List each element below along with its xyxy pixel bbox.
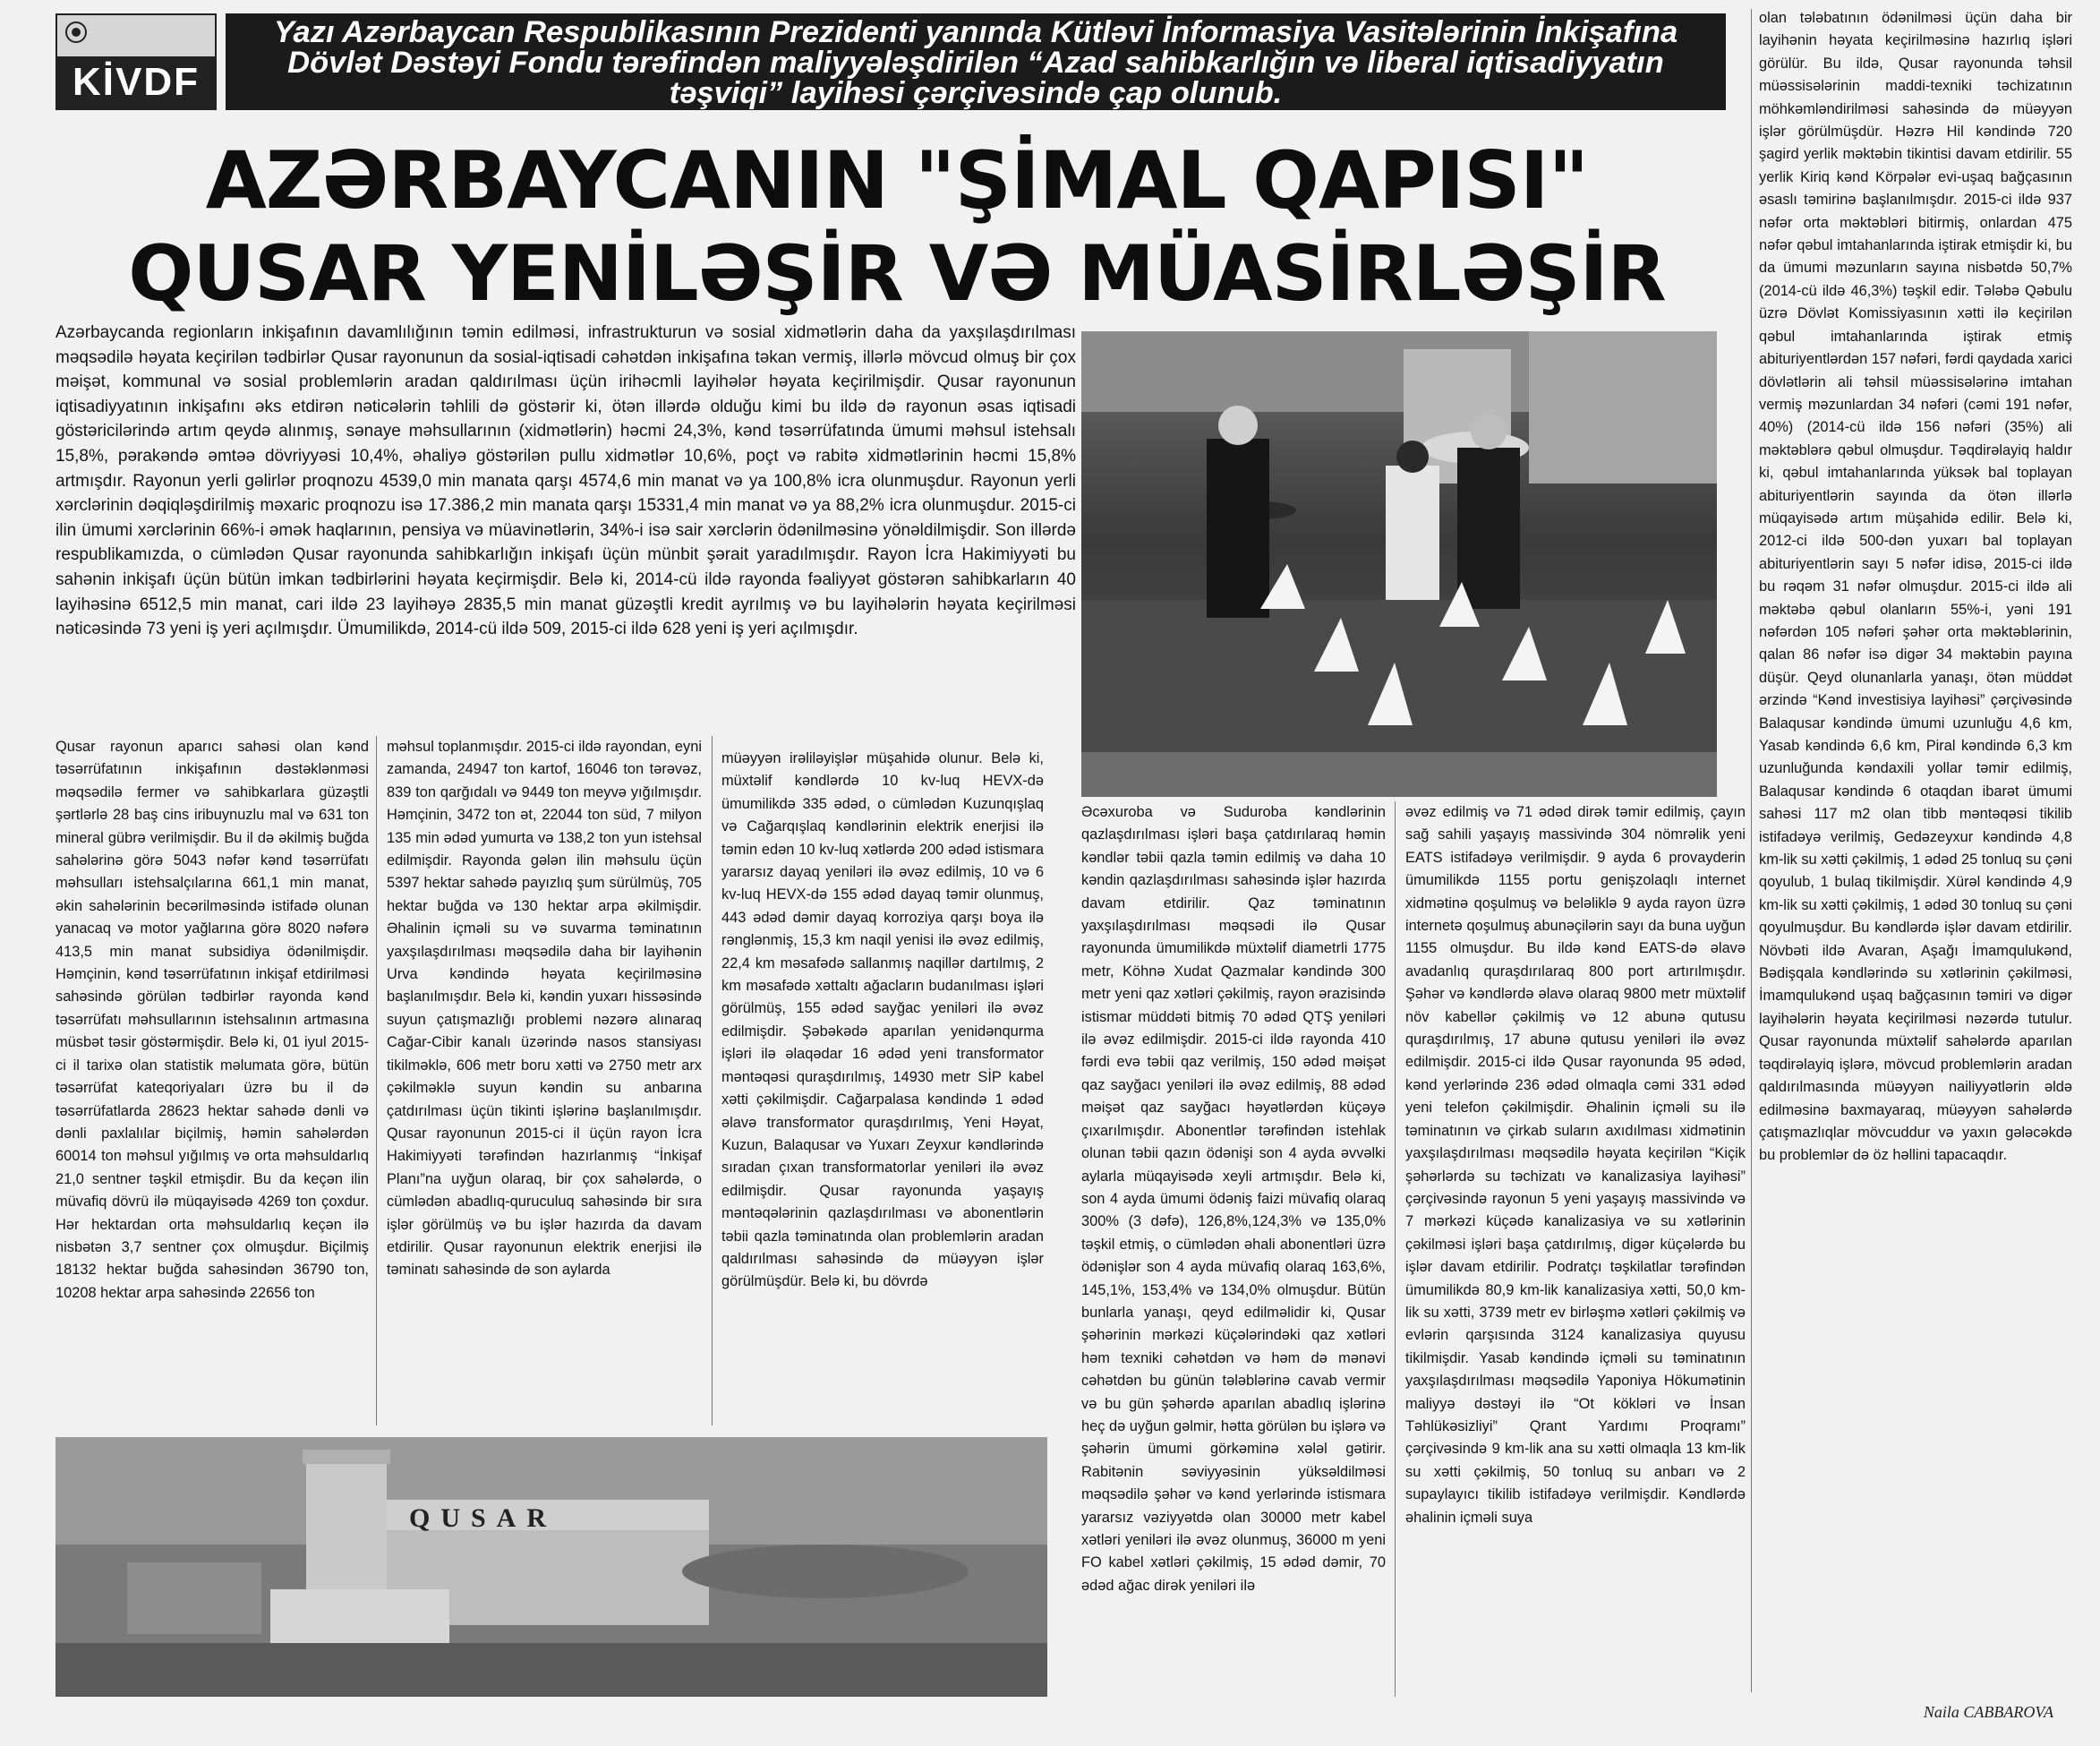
column-1: Qusar rayonun aparıcı sahəsi olan kənd təsərrüfatının inkişafının dəstəklənməsi məqsədilə fermer və sahibkarlara güzəştli şərtlərlə 28 baş cins iribuynuzlu mal və 631 ton mineral gübrə verilmişdir. Bu il də əkilmiş buğda sahələrinə görə 5043 nəfər kənd təsərrüfatı məhsulları istehsalçılarına 661,1 min manat, əkin sahələrinin becərilməsində istifadə olunan yanacaq və motor yağlarına görə 8020 nəfərə 413,5 min manat subsidiya ödənilmişdir. Həmçinin, kənd təsərrüfatının inkişaf etdirilməsi sahəsində görülən tədbirlər rayonda kənd təsərrüfatı məhsullarının istehsalının artmasına müsbət təsir göstərmişdir. Belə ki, 01 iyul 2015-ci il tarixə olan statistik məlumata görə, bütün təsərrüfat kateqoriyaları üzrə bu il də təsərrüfatlarda 28623 hektar sahədə dənli və dənli paxlalılar biçilmiş, həmin sahələrdən 60014 ton məhsul yığılmış və orta məhsuldarlıq 21,0 sentner təşkil etmişdir. Bu da keçən ilin müvafiq dövrü ilə müqayisədə 4269 ton çoxdur. Hər hektardan orta məhsuldarlıq keçən ilə nisbətən 3,7 sentner çox olmuşdur. Biçilmiş 18132 hektar buğda sahəsindən 36790 ton, 10208 hektar arpa sahəsində 22656 ton (55, 739, 369, 1301)
funding-banner: Yazı Azərbaycan Respublikasının Prezidenti yanında Kütləvi İnformasiya Vasitələrinin İnkişafına Dövlət Dəstəyi Fondu tərəfindən maliyyələşdirilən “Azad sahibkarlığın və liberal iqtisadiyyatın təşviqi” layihəsi çərçivəsində çap olunub. (226, 13, 1726, 110)
column-divider (376, 736, 377, 1425)
restaurant-photo (1081, 331, 1717, 797)
qusar-sign-photo (55, 1437, 1047, 1697)
column-5: əvəz edilmiş və 71 ədəd dirək təmir edilmiş, çayın sağ sahili yaşayış massivində 304 nömrəlik yeni EATS istifadəyə verilmişdir. 9 ayda 6 provayderin ümumilikdə 1155 portu genişzolaqlı internet xidmətinə qoşulmuş və beləliklə 9 ayda rayon üzrə internetə qoşulmuş abunəçilərin sayı da buna uyğun 1155 olmuşdur. Bu ildə kənd EATS-də əlavə avadanlıq quraşdırılaraq 800 port artırılmışdır. Şəhər və kəndlərdə əlavə olaraq 9800 metr müxtəlif növ kabellər çəkilmiş və 12 abunə qutusu quraşdırılmış, 17 abunə qutusu yeniləri ilə əvəz edilmişdir. 2015-ci ildə Qusar rayonunda 95 ədəd, kənd yerlərində 236 ədəd olmaqla cəmi 331 ədəd yeni telefon çəkilmişdir. Əhalinin içməli su ilə təminatının və çirkab suların axıdılması xidmətinin yaxşılaşdırılması məqsədilə həyata keçirilən “Kiçik şəhərlərdə su təchizatı və kanalizasiya layihəsi” çərçivəsində rayonun 5 yeni yaşayış massivində və 7 mərkəzi küçədə kanalizasiya və su xətlərinin çəkilməsi işləri başa çatdırılmış, digər küçələrdə bu işlər davam etdirilir. Podratçı təşkilatlar tərəfindən ümumilikdə 80,9 km-lik kanalizasiya xətti, 50,0 km-lik su xətti, 3739 metr ev birləşmə xətləri çəkilmiş və evlərin qarşısında 3124 kanalizasiya quyusu tikilmişdir. Yasab kəndində içməli su təminatının yaxşılaşdırılması məqsədilə Yaponiya Hökumətinin maliyyə dəstəyi ilə “Ot kökləri və İnsan Təhlükəsizliyi” Qrant Yardımı Proqramı” çərçivəsində 9 km-lik ana su xətti olmaqla 13 km-lik su xətti çəkilmiş, 50 tonluq su anbarı və 2 supaylayıcı tikilib istifadəyə verilmişdir. Kəndlərdə əhalinin içməli suya (1405, 804, 1746, 1526)
headline-line-2: QUSAR YENİLƏŞİR VƏ MÜASİRLƏŞİR (128, 229, 1666, 319)
kivdf-logo (55, 13, 217, 110)
emblem-icon (64, 21, 88, 44)
column-4: Əcəxuroba və Suduroba kəndlərinin qazlaşdırılması işləri başa çatdırılaraq həmin kəndlər təbii qazla təmin edilmiş və daha 10 kəndin qazlaşdırılması sahəsində işlər hazırda davam etdirilir. Qaz təminatının yaxşılaşdırılması məqsədi ilə Qusar rayonunda ümumilikdə müxtəlif diametrli 1775 metr, Köhnə Xudat Qazmalar kəndində 300 metr yeni qaz xətləri çəkilmiş, rayon ərazisində istismar müddəti bitmiş 70 ədəd QTŞ yeniləri ilə əvəz edilmişdir. 2015-ci ildə rayonda 410 fərdi evə təbii qaz verilmiş, 150 ədəd məişət qaz sayğacı yeniləri ilə əvəz edilmiş, 88 ədəd məişət qaz sayğacı həyətlərdən küçəyə çıxarılmışdır. Abonentlər tərəfindən istehlak olunan təbii qazın ödənişi son 4 ayda əvvəlki aylarla müqayisədə xeyli artmışdır. Belə ki, son 4 ayda ümumi ödəniş faizi müvafiq olaraq 300% (3 dəfə), 126,8%,124,3% və 135,0% təşkil etmiş, o cümlədən əhali abonentləri üzrə ödənişlər son 4 ayda müvafiq olaraq 163,6%, 145,1%, 153,4% və 134,0% olmuşdur. Bütün bunlarla yanaşı, qeyd edilməlidir ki, Qusar şəhərinin mərkəzi küçələrindəki qaz xətləri həm texniki cəhətdən və həm də mənəvi cəhətdən bu günün tələblərinə cavab vermir və bu gün şəhərdə aparılan abadlıq işlərinə heç də uyğun gəlmir, hətta görülən bu işlərə və şəhərin ümumi görkəminə xələl gətirir. Rabitənin səviyyəsinin yüksəldilməsi məqsədilə şəhər və kənd yerlərində istismara yararsız vəziyyətdə olan 30000 metr kabel xətləri yeniləri ilə əvəz olunmuş, 36000 m yeni FO kabel xətləri çəkilmiş, 15 ədəd dəmir, 70 ədəd ağac dirək yeniləri ilə (1081, 804, 1386, 1594)
column-divider (1395, 801, 1396, 1697)
column-divider (712, 736, 713, 1425)
column-6: olan tələbatının ödənilməsi üçün daha bir layihənin həyata keçirilməsinə hazırlıq işləri görülür. Bu ildə, Qusar rayonunda təhsil müəssisələrinin maddi-texniki təchizatının möhkəmləndirilməsi sahəsində də müəyyən işlər görülmüşdür. Həzrə Hil kəndində 720 şagird yerlik məktəbin tikintisi davam etdirilir. 55 yerlik Kiriq kənd Körpələr evi-uşaq bağçasının əsaslı təmirinə başlanılmışdır. 2015-ci ildə 937 nəfər orta məktəbləri bitirmiş, onlardan 475 nəfər qəbul imtahanlarında iştirak etmişdir ki, bu da ümumi məzunların sayına nisbətdə 50,7% (2014-cü ildə 46,3%) təşkil edir. Tələbə Qəbulu üzrə Dövlət Komissiyasının xətti ilə keçirilən qəbul imtahanlarında iştirak etmiş abituriyentlərdən 157 nəfəri, fərdi qaydada xarici dövlətlərin ali təhsil müəssisələrinə imtahan vermiş məzunlardan 34 nəfəri (cəmi 191 nəfər, 40%) (2014-cü ildə 156 nəfəri (35%) ali məktəblərə qəbul olmuşdur. Təqdirəlayiq haldır ki, qəbul imtahanlarında yüksək bal toplayan abituriyentlərin sayında da ötən illərlə müqayisədə artım müşahidə edilir. Belə ki, 2012-ci ildə 500-dən yuxarı bal toplayan abituriyentlərin sayı 5 nəfər idisə, 2015-ci ildə bu rəqəm 31 nəfər olmuşdur. 2015-ci ildə ali məktəbə qəbul olanların 55%-i, yəni 191 nəfərdən 105 nəfəri şəhər orta məktəblərinin, qalan 86 nəfər isə digər 34 məktəbin payına düşür. Qeyd olunanlarla yanaşı, ötən müddət ərzində “Kənd investisiya layihəsi” çərçivəsində Balaqusar kəndində ümumi uzunluğu 4,6 km, Yasab kəndində 6,6 km, Piral kəndində 6,3 km uzunluğunda kəndaxili yollar təmir edilmiş, Balaqusar kəndində 6 otaqdan ibarət ümumi sahəsi 117 m2 olan tibb məntəqəsi tikilib istifadəyə verilmiş, Gedəzeyxur kəndində 4,8 km-lik su xətti çəkilmiş, 1 ədəd 25 tonluq su çəni qoyulub, 1 bulaq tikilmişdir. Xürəl kəndində 4,9 km-lik su xətti çəkilmiş, 1 ədəd 30 tonluq su çəni qoyulmuşdur. Bu kəndlərdə işlər davam etdirilir. Növbəti ildə Avaran, Aşağı İmamqulukənd, Bədişqala kəndlərində su xətlərinin çəkilməsi, İmamqulukənd uşaq bağçasının təmiri və digər layihələrin həyata keçirilməsi nəzərdə tutulur. Qusar rayonunda müxtəlif sahələrdə aparılan təqdirəlayiq işlərə, mövcud problemlərin aradan qaldırılmasında müəyyən nailiyyətlərin əldə edilməsinə baxmayaraq, müəyyən sahələrdə çatışmazlıqlar mövcuddur və yaxın gələcəkdə bu problemlər də öz həllini tapacaqdır. (1759, 10, 2072, 1164)
column-divider (1751, 9, 1752, 1692)
sign-text: QUSAR (409, 1503, 558, 1533)
intro-paragraph: Azərbaycanda regionların inkişafının davamlılığının təmin edilməsi, infrastrukturun və sosial xidmətlərin daha da yaxşılaşdırılması məqsədilə həyata keçirilən tədbirlər Qusar rayonunun da sosial-iqtisadi cəhətdən inkişafına təkan vermiş, illərlə mövcud olmuş bir çox məişət, kommunal və sosial problemlərin aradan qaldırılması üçün irihəcmli layihələr həyata keçirilmişdir. Qusar rayonunun iqtisadiyyatının inkişafını əks etdirən nəticələrin təhlili də göstərir ki, ötən illərdə olduğu kimi bu ildə də rayonun əsas iqtisadi göstəricilərində artım qeydə alınmış, sənaye məhsullarının (xidmətlərin) həcmi 24,3%, kənd təsərrüfatında ümumi məhsul istehsalı 15,8%, pərakəndə əmtəə dövriyyəsi 10,4%, əhaliyə göstərilən pullu xidmətlər 10,6%, poçt və rabitə xidmətlərinin həcmi 15,8% artmışdır. Rayonun yerli gəlirlər proqnozu 4539,0 min manata qarşı 4574,6 min manat və ya 100,8% icra olunmuşdur. Rayonun yerli xərclərinin dəqiqləşdirilmiş məxaric proqnozu isə 17.386,2 min manata qarşı 15331,4 min manat və ya 88,2% icra olunmuşdur. 2015-ci ilin ümumi xərclərinin 66%-i əmək haqlarının, pensiya və müavinətlərin, 34%-i isə sair xərclərin ödənilməsinə yönəldilmişdir. Son illərdə respublikamızda, o cümlədən Qusar rayonunda sahibkarlığın inkişafı üçün münbit şərait yaradılmışdır. Rayon İcra Hakimiyyəti bu sahənin inkişafı üçün bütün imkan tədbirlərini həyata keçirmişdir. Belə ki, 2014-cü ildə rayonda fəaliyyət göstərən sahibkarların 40 layihəsinə 6512,5 min manat, cari ildə 23 layihəyə 2835,5 min manat güzəştli kredit ayrılmış və bu layihələrin həyata keçirilməsi nəticəsində 73 yeni iş yeri açılmışdır. Ümumilikdə, 2014-cü ildə 509, 2015-ci ildə 628 yeni iş yeri açılmışdır. (55, 323, 1076, 639)
column-3: müəyyən irəliləyişlər müşahidə olunur. Belə ki, müxtəlif kəndlərdə 10 kv-luq HEVX-də ümumilikdə 335 ədəd, o cümlədən Kuzunqışlaq və Cağarqışlaq kəndlərinin elektrik enerjisi ilə təmin edən 10 kv-luq xətlərdə 200 ədəd istismara yararsız dayaq yeniləri ilə əvəz edilmiş, 10 və 6 kv-luq HEVX-də 155 ədəd dayaq təmir olunmuş, 443 ədəd dəmir dayaq korroziya qarşı boya ilə rənglənmiş, 15,3 km naqil yenisi ilə əvəz edilmiş, 22,4 km məsafədə sallanmış naqillər dartılmış, 2 km məsafədə xəttaltı ağacların budanılması işləri görülmüş, 155 ədəd sayğac yeniləri ilə əvəz edilmişdir. Şəbəkədə aparılan yenidənqurma işləri ilə əlaqədar 16 ədəd yeni transformator məntəqəsi quraşdırılmış, 14930 metr SİP kabel xətti çəkilmişdir. Cağarpalasa kəndində 1 ədəd əlavə transformator quraşdırılmış, Yeni Həyat, Kuzun, Balaqusar və Yuxarı Zeyxur kəndlərində sıradan çıxan transformatorlar yeniləri ilə əvəz edilmişdir. Qusar rayonunda yaşayış məntəqələrinin qazlaşdırılması və abonentlərin təbii qazla təminatında olan problemlərin aradan qaldırılması sahəsində də müəyyən işlər görülmüşdür. Belə ki, bu dövrdə (721, 750, 1044, 1290)
author-byline: Naila CABBAROVA (1923, 1703, 2053, 1721)
headline-line-1: AZƏRBAYCANIN "ŞİMAL QAPISI" (205, 134, 1589, 227)
column-2: məhsul toplanmışdır. 2015-ci ildə rayondan, eyni zamanda, 24947 ton kartof, 16046 ton tərəvəz, 839 ton qarğıdalı və 9449 ton meyvə yığılmışdır. Həmçinin, 3472 ton ət, 22044 ton süd, 7 milyon 135 min ədəd yumurta və 138,2 ton yun istehsal edilmişdir. Rayonda gələn ilin məhsulu üçün 5397 hektar sahədə payızlıq şum sürülmüş, 705 hektar buğda və 130 hektar arpa əkilmişdir. Əhalinin içməli su və suvarma təminatının yaxşılaşdırılması məqsədilə daha bir layihənin Urva kəndində həyata keçirilməsinə başlanılmışdır. Belə ki, kəndin yuxarı hissəsində suyun çatışmazlığı problemi nəzərə alınaraq Cağar-Cibir kanalı üzərində nasos stansiyası tikilməklə, 606 metr boru xətti və 2750 metr arx çəkilməklə suyun kəndin su anbarına çatdırılması üçün tikinti işlərinə başlanılmışdır. Qusar rayonunun 2015-ci il üçün rayon İcra Hakimiyyəti tərəfindən hazırlanmış “İnkişaf Planı”na uyğun olaraq, bir çox sahələrdə, o cümlədən abadlıq-quruculuq sahəsində bir sıra işlər görülmüş və bu işlər hazırda da davam etdirilir. Qusar rayonunun elektrik enerjisi ilə təminatı sahəsində də son aylarda (387, 739, 702, 1279)
logo-name: KİVDF (55, 56, 217, 108)
